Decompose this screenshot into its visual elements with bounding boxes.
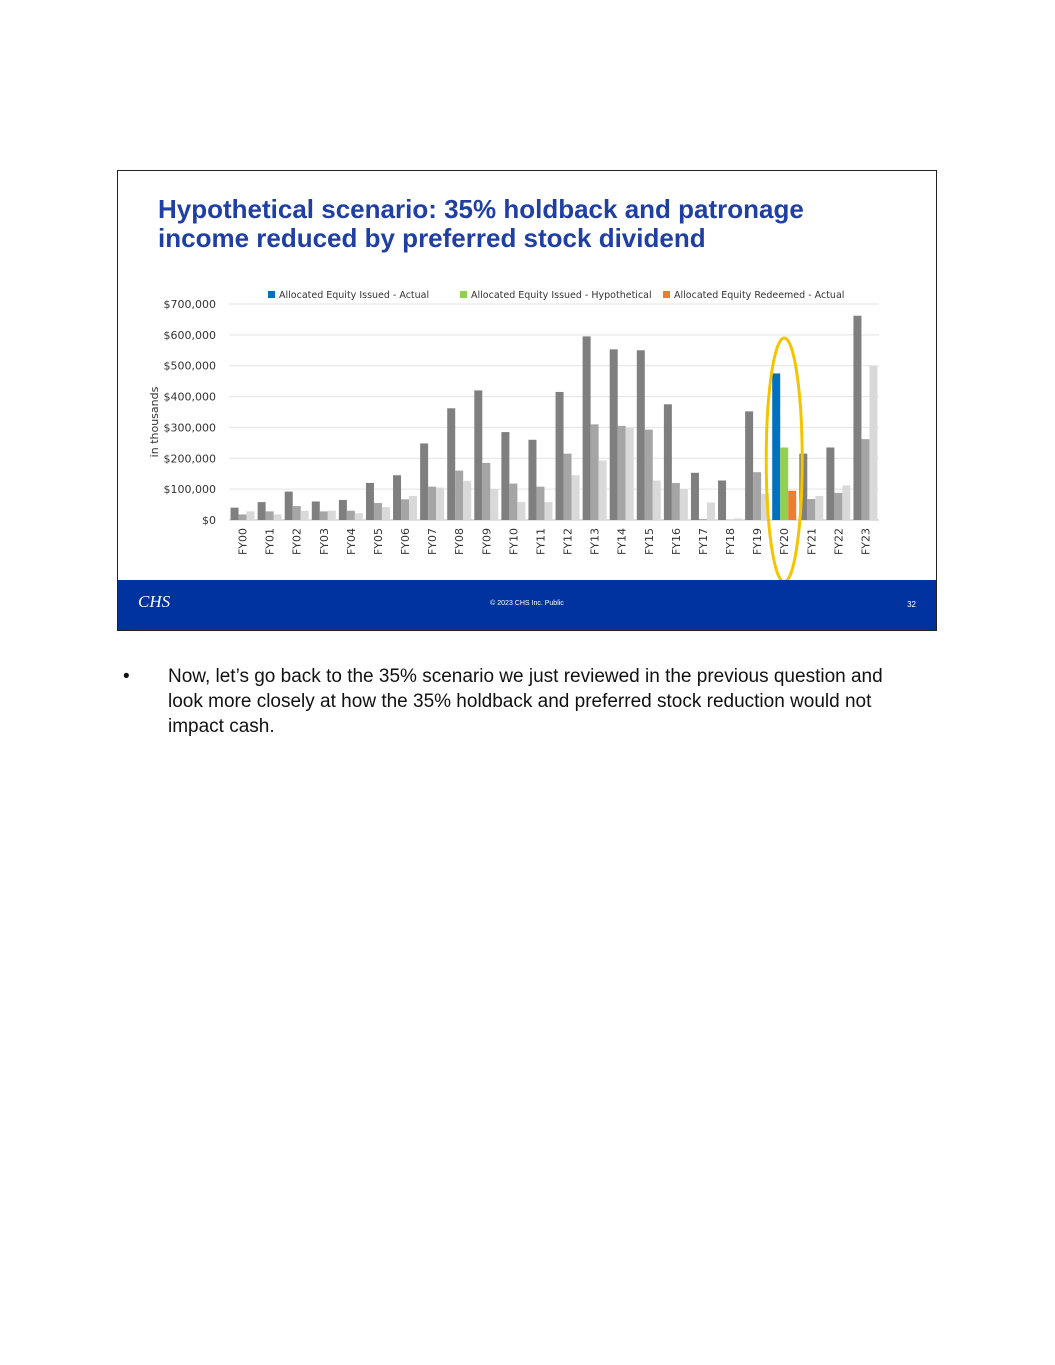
y-tick-label: $600,000 [163, 328, 216, 342]
bar-fy08-series1 [447, 408, 455, 520]
x-tick-label: FY09 [480, 528, 494, 556]
bar-fy05-series2 [374, 503, 382, 520]
bar-fy22-series2 [834, 493, 842, 520]
legend-swatch [663, 291, 670, 298]
bar-fy20-series2 [780, 447, 788, 520]
x-tick-label: FY19 [751, 528, 765, 556]
bar-fy20-series1 [772, 373, 780, 520]
x-tick-label: FY14 [615, 528, 629, 556]
bar-fy01-series2 [266, 511, 274, 520]
x-tick-label: FY15 [642, 528, 656, 556]
bar-fy07-series3 [436, 488, 444, 520]
bar-fy06-series2 [401, 499, 409, 520]
x-tick-label: FY08 [453, 528, 467, 556]
bar-fy15-series3 [653, 481, 661, 520]
x-tick-label: FY11 [534, 528, 548, 556]
bar-fy01-series3 [274, 514, 282, 520]
bar-fy14-series2 [618, 426, 626, 520]
bar-fy17-series3 [707, 502, 715, 520]
bar-fy23-series1 [853, 316, 861, 520]
x-tick-label: FY17 [696, 528, 710, 556]
bar-fy22-series1 [826, 447, 834, 520]
copyright-text: © 2023 CHS Inc. Public [490, 600, 564, 607]
bar-fy11-series2 [536, 487, 544, 520]
bar-fy15-series2 [645, 430, 653, 520]
bar-fy19-series1 [745, 411, 753, 520]
y-tick-label: $700,000 [163, 298, 216, 311]
bullet: • [123, 666, 130, 687]
bar-fy03-series2 [320, 511, 328, 520]
y-axis-label: in thousands [148, 386, 161, 458]
bar-fy09-series2 [482, 463, 490, 520]
bar-fy12-series2 [564, 454, 572, 520]
bar-fy12-series3 [572, 475, 580, 520]
bar-fy03-series1 [312, 501, 320, 520]
x-tick-label: FY03 [317, 528, 331, 556]
legend-label: Allocated Equity Issued - Hypothetical [471, 290, 652, 301]
x-tick-label: FY05 [371, 528, 385, 556]
bar-fy08-series3 [463, 481, 471, 520]
bar-fy01-series1 [258, 502, 266, 520]
bar-fy11-series1 [528, 440, 536, 520]
bar-fy16-series2 [672, 483, 680, 520]
x-tick-label: FY16 [669, 528, 683, 556]
legend-swatch [268, 291, 275, 298]
bar-fy02-series3 [301, 511, 309, 520]
bar-fy23-series2 [861, 439, 869, 520]
x-tick-label: FY20 [778, 528, 792, 556]
chs-logo: CHS [138, 592, 171, 611]
bar-fy00-series1 [231, 508, 239, 520]
bar-fy02-series2 [293, 506, 301, 520]
bar-fy21-series2 [807, 499, 815, 520]
slide-footer [118, 580, 936, 630]
y-tick-label: $400,000 [163, 390, 216, 404]
bar-fy12-series1 [556, 392, 564, 520]
bar-fy07-series1 [420, 443, 428, 520]
bar-chart [118, 171, 936, 581]
bar-fy15-series1 [637, 350, 645, 520]
x-tick-label: FY22 [832, 528, 846, 556]
y-tick-label: $300,000 [163, 421, 216, 435]
legend-swatch [460, 291, 467, 298]
x-tick-label: FY06 [399, 528, 413, 556]
bar-fy22-series3 [842, 485, 850, 520]
bar-fy05-series3 [382, 507, 390, 520]
bar-fy17-series1 [691, 473, 699, 520]
y-tick-label: $0 [202, 514, 216, 527]
bar-fy19-series2 [753, 472, 761, 520]
bar-fy10-series1 [501, 432, 509, 520]
bar-fy06-series3 [409, 496, 417, 520]
x-tick-label: FY12 [561, 528, 575, 556]
x-tick-label: FY02 [290, 528, 304, 556]
bar-fy18-series3 [734, 518, 742, 520]
page-number: 32 [907, 600, 916, 609]
x-tick-label: FY18 [724, 528, 738, 556]
bar-fy10-series3 [517, 502, 525, 520]
bar-fy05-series1 [366, 483, 374, 520]
notes-text: Now, let’s go back to the 35% scenario we just reviewed in the previous question and look more closely at how the 35% holdback and preferred stock reduction would not impact cash. [168, 666, 883, 737]
bar-fy17-series2 [699, 519, 707, 520]
x-tick-label: FY01 [263, 528, 277, 556]
bar-fy02-series1 [285, 492, 293, 520]
bar-fy09-series3 [490, 489, 498, 520]
bar-fy00-series2 [239, 514, 247, 520]
y-tick-label: $500,000 [163, 359, 216, 373]
slide-title: Hypothetical scenario: 35% holdback and patronage income reduced by preferred stock dividend [158, 194, 804, 253]
bar-fy14-series1 [610, 349, 618, 520]
x-tick-label: FY04 [344, 528, 358, 556]
bar-fy14-series3 [626, 428, 634, 520]
bar-fy13-series1 [583, 336, 591, 520]
bar-fy03-series3 [328, 511, 336, 520]
bar-fy13-series3 [599, 460, 607, 520]
x-tick-label: FY21 [805, 528, 819, 556]
bar-fy04-series2 [347, 511, 355, 520]
bar-fy18-series1 [718, 481, 726, 520]
legend-label: Allocated Equity Redeemed - Actual [674, 290, 845, 301]
bar-fy16-series1 [664, 404, 672, 520]
bar-fy00-series3 [247, 511, 255, 520]
y-tick-label: $100,000 [163, 483, 216, 497]
bar-fy23-series3 [869, 366, 877, 520]
bar-fy16-series3 [680, 489, 688, 520]
bar-fy13-series2 [591, 424, 599, 520]
x-tick-label: FY23 [859, 528, 873, 556]
bar-fy08-series2 [455, 471, 463, 520]
slide [117, 170, 937, 631]
y-tick-label: $200,000 [163, 452, 216, 466]
bar-fy21-series3 [815, 496, 823, 520]
bar-fy11-series3 [544, 502, 552, 520]
bar-fy04-series3 [355, 513, 363, 520]
bar-fy20-series3 [788, 491, 796, 520]
bar-fy09-series1 [474, 390, 482, 520]
bar-fy10-series2 [509, 484, 517, 520]
bar-fy06-series1 [393, 475, 401, 520]
x-tick-label: FY07 [426, 528, 440, 556]
bar-fy07-series2 [428, 487, 436, 520]
x-tick-label: FY13 [588, 528, 602, 556]
x-tick-label: FY00 [236, 528, 250, 556]
bar-fy04-series1 [339, 500, 347, 520]
x-tick-label: FY10 [507, 528, 521, 556]
legend-label: Allocated Equity Issued - Actual [279, 290, 430, 301]
